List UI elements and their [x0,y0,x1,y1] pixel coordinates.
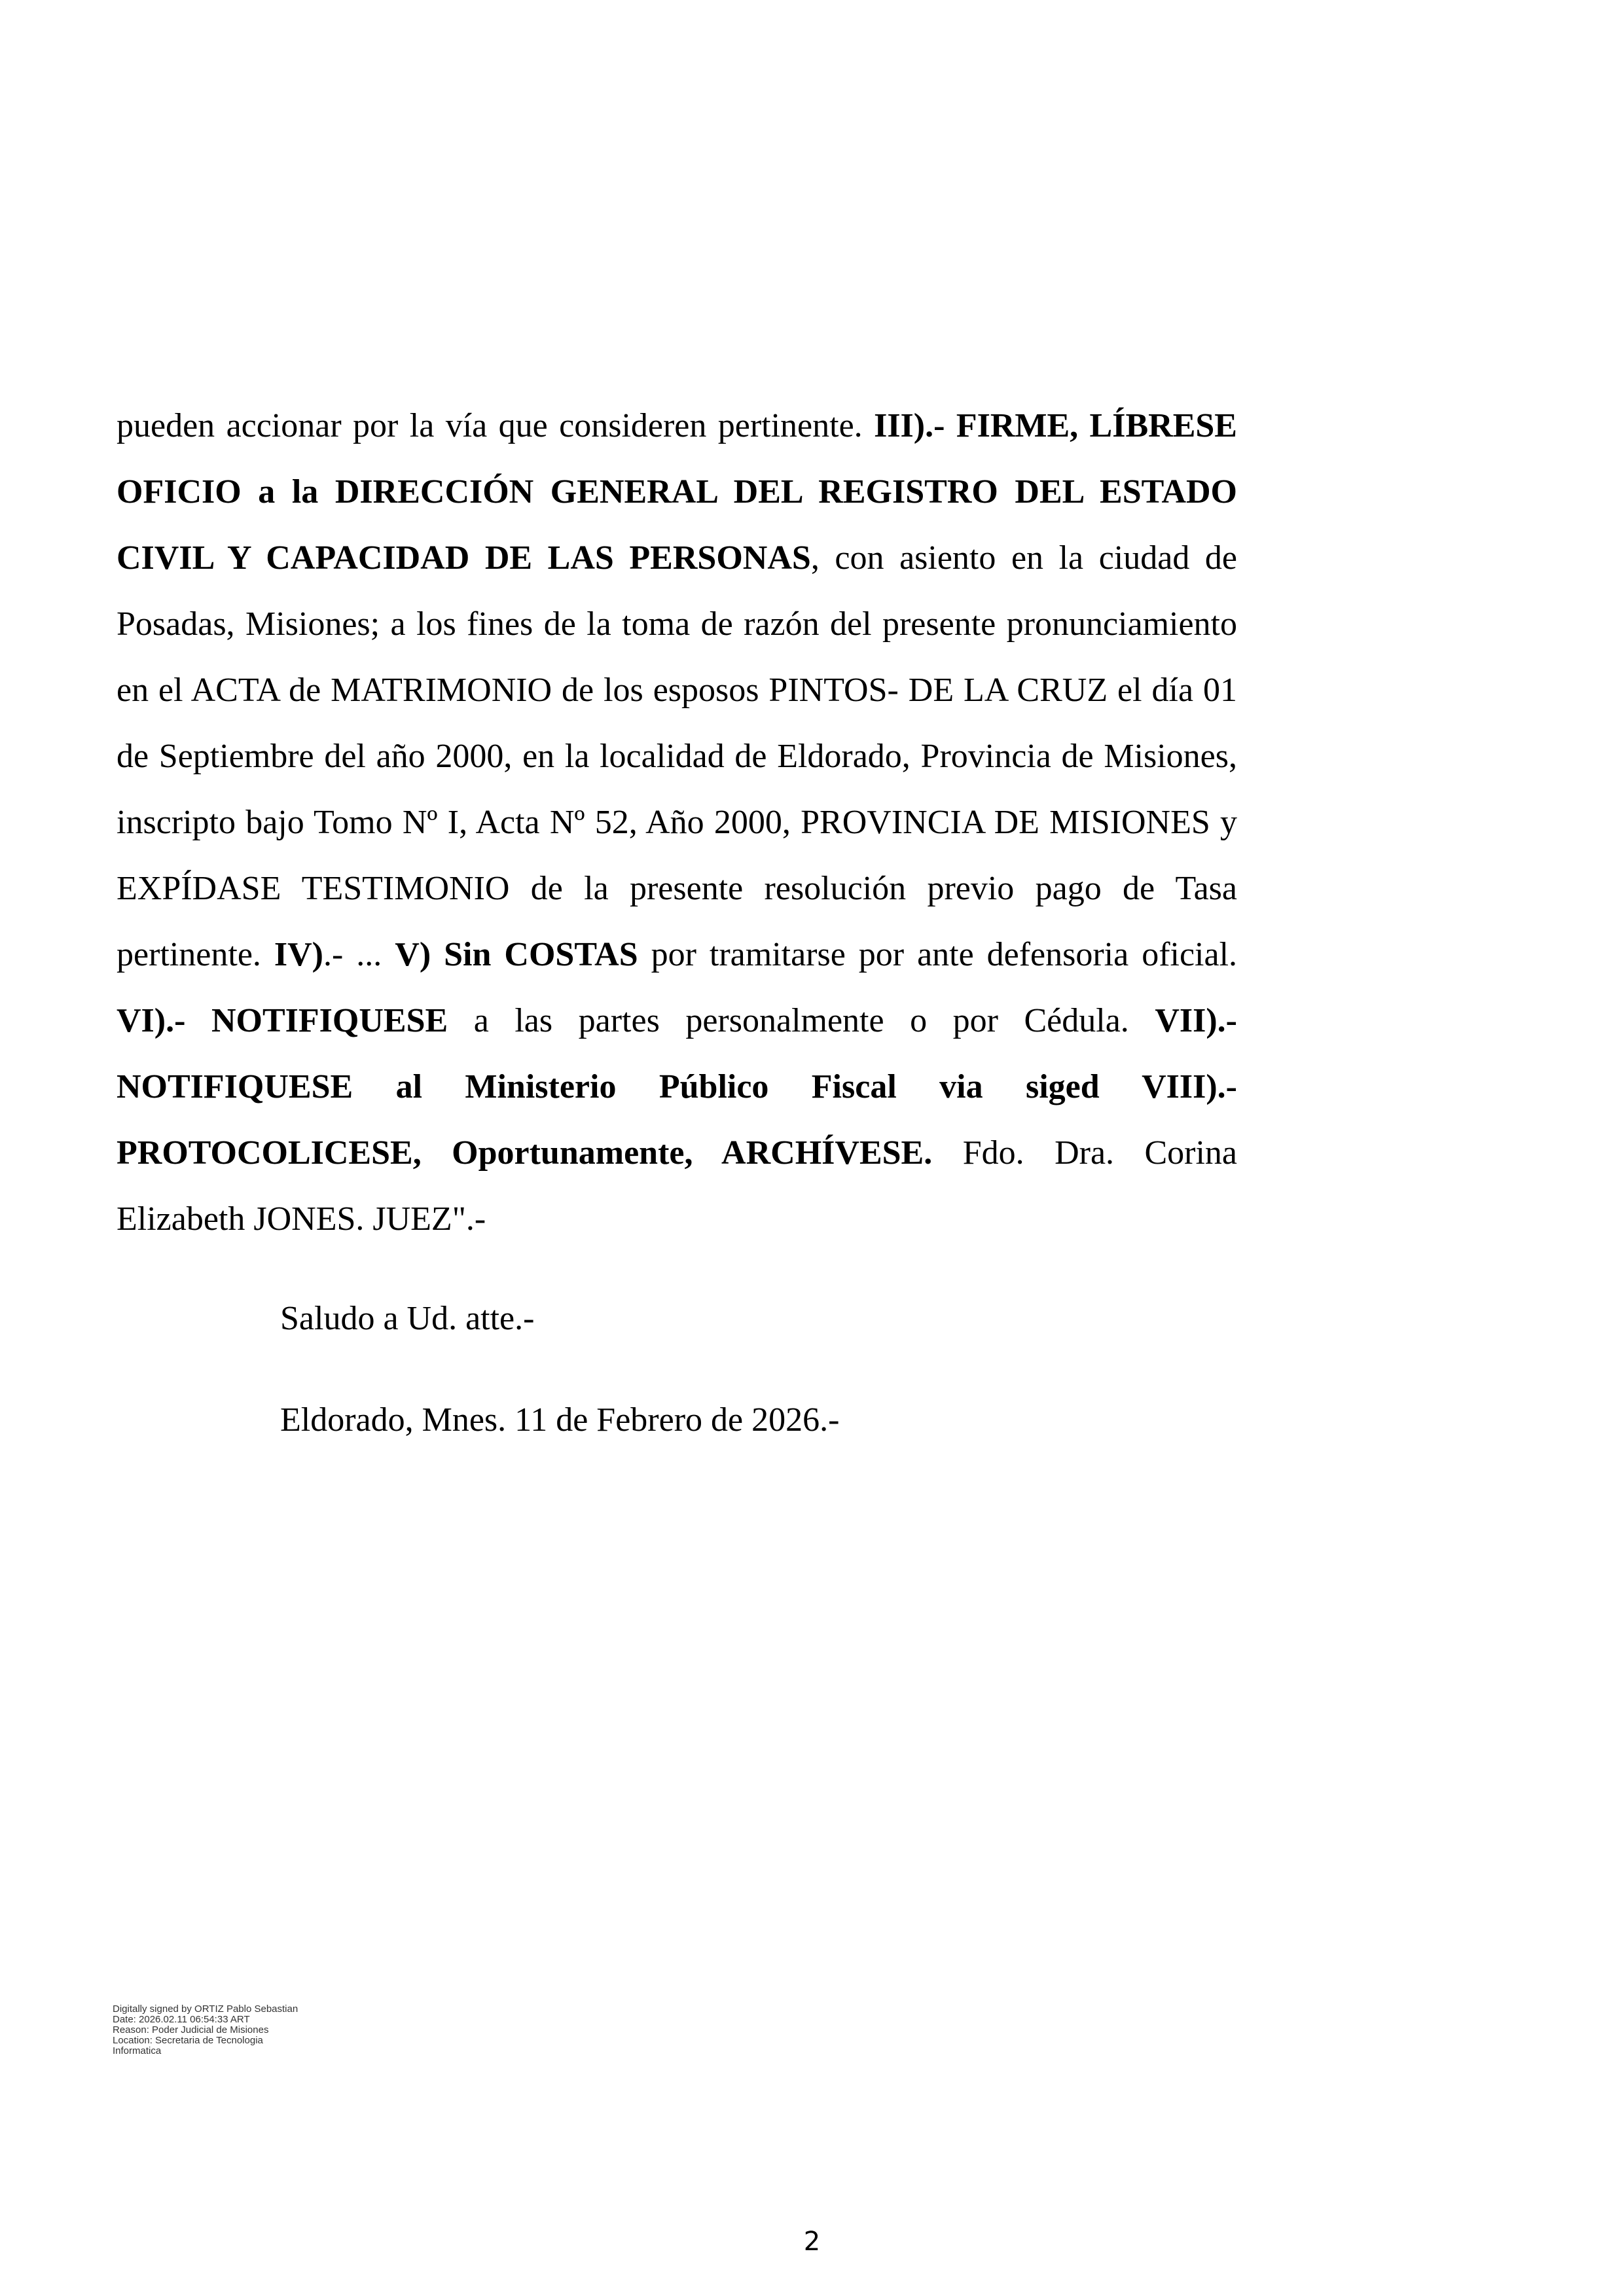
text-segment-bold: IV) [274,936,323,973]
resolution-body [117,393,1237,1252]
digital-signature-stamp [113,2004,298,2056]
text-segment: a las partes personalmente o por Cédula. [448,1002,1155,1039]
text-segment-bold: V) Sin COSTAS [395,936,638,973]
text-segment: pueden accionar por la vía que consideren pertinente. [117,407,875,444]
page-number: 2 [803,2227,821,2257]
signature-line: Reason: Poder Judicial de Misiones [113,2024,269,2036]
resolution-paragraph [117,393,1237,1252]
text-segment: , con asiento en la ciudad de Posadas, Misiones; a los fines de la toma de razón del presente pronunciamiento en el ACTA de MATRIMONIO de los esposos PINTOS- DE LA CRUZ el día 01 de Septiembre del año 2000, en la localidad de Eldorado, Provincia de Misiones, inscripto bajo Tomo Nº I, Acta Nº 52, Año 2000, PROVINCIA DE MISIONES y EXPÍDASE TESTIMONIO de la presente resolución previo pago de Tasa pertinente. [117,539,1237,973]
signature-line: Date: 2026.02.11 06:54:33 ART [113,2014,250,2025]
place-date: Eldorado, Mnes. 11 de Febrero de 2026.- [280,1401,840,1439]
text-segment: por tramitarse por ante defensoria oficial. [638,936,1238,973]
salutation: Saludo a Ud. atte.- [280,1300,535,1337]
text-segment: .- ... [323,936,395,973]
text-segment-bold: VI) [117,1002,166,1039]
signature-line: Digitally signed by ORTIZ Pablo Sebastian [113,2003,298,2015]
text-segment: Fdo. Dra. Corina Elizabeth JONES. JUEZ".- [117,1134,1237,1238]
text-segment-bold: VII).- NOTIFIQUESE al Ministerio Público Fiscal via siged VIII).- PROTOCOLICESE, Oportunamente, ARCHÍVESE. [117,1002,1238,1172]
signature-line: Informatica [113,2045,162,2056]
text-segment-bold: III).- FIRME, LÍBRESE OFICIO a la DIRECCIÓN GENERAL DEL REGISTRO DEL ESTADO CIVIL Y CAPACIDAD DE LAS PERSONAS [117,407,1237,577]
signature-line: Location: Secretaria de Tecnologia [113,2035,263,2046]
text-segment-bold: .- NOTIFIQUESE [166,1002,448,1039]
